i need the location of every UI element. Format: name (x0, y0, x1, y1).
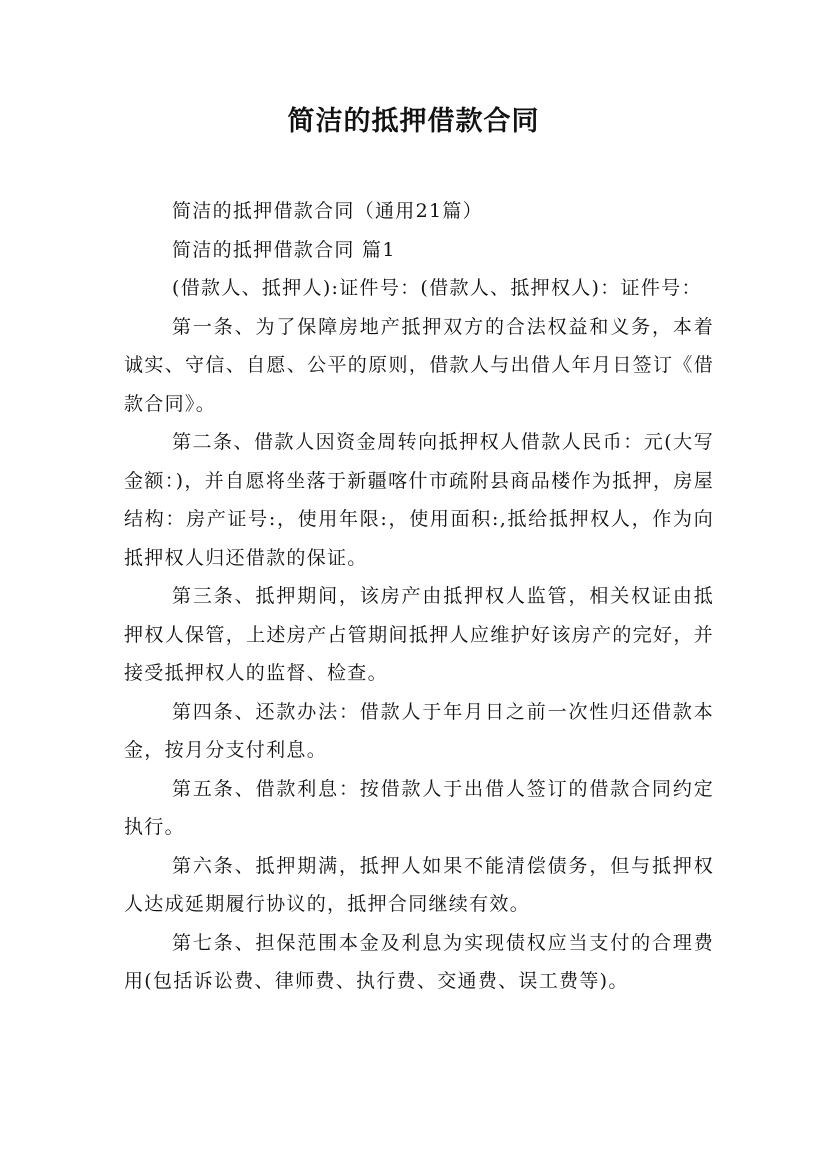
document-body (124, 192, 714, 1001)
paragraph-subheading: 简洁的抵押借款合同 篇1 (172, 238, 396, 261)
paragraph-article-1: 第一条、为了保障房地产抵押双方的合法权益和义务，本着诚实、守信、自愿、公平的原则，借款人与出借人年月日签订《借款合同》。 (124, 315, 714, 415)
paragraph-article-7: 第七条、担保范围本金及利息为实现债权应当支付的合理费用(包括诉讼费、律师费、执行费、交通费、误工费等)。 (124, 931, 714, 992)
paragraph-article-6: 第六条、抵押期满，抵押人如果不能清偿债务，但与抵押权人达成延期履行协议的，抵押合同继续有效。 (124, 854, 714, 915)
paragraph-heading: 简洁的抵押借款合同（通用21篇） (172, 200, 483, 222)
paragraph-article-5: 第五条、借款利息：按借款人于出借人签订的借款合同约定执行。 (124, 777, 714, 838)
paragraph-article-3: 第三条、抵押期间，该房产由抵押权人监管，相关权证由抵押权人保管，上述房产占管期间抵押人应维护好该房产的完好，并接受抵押权人的监督、检查。 (124, 585, 714, 684)
document-title: 简洁的抵押借款合同 (287, 106, 540, 137)
paragraph-article-2: 第二条、借款人因资金周转向抵押权人借款人民币：元(大写金额：)，并自愿将坐落于新疆喀什市疏附县商品楼作为抵押，房屋结构：房产证号:，使用年限:，使用面积:,抵给抵押权人，作为向抵押权人归还借款的保证。 (124, 431, 714, 569)
paragraph-article-4: 第四条、还款办法：借款人于年月日之前一次性归还借款本金，按月分支付利息。 (124, 700, 714, 761)
paragraph-parties: (借款人、抵押人):证件号：(借款人、抵押权人)：证件号： (172, 277, 702, 299)
